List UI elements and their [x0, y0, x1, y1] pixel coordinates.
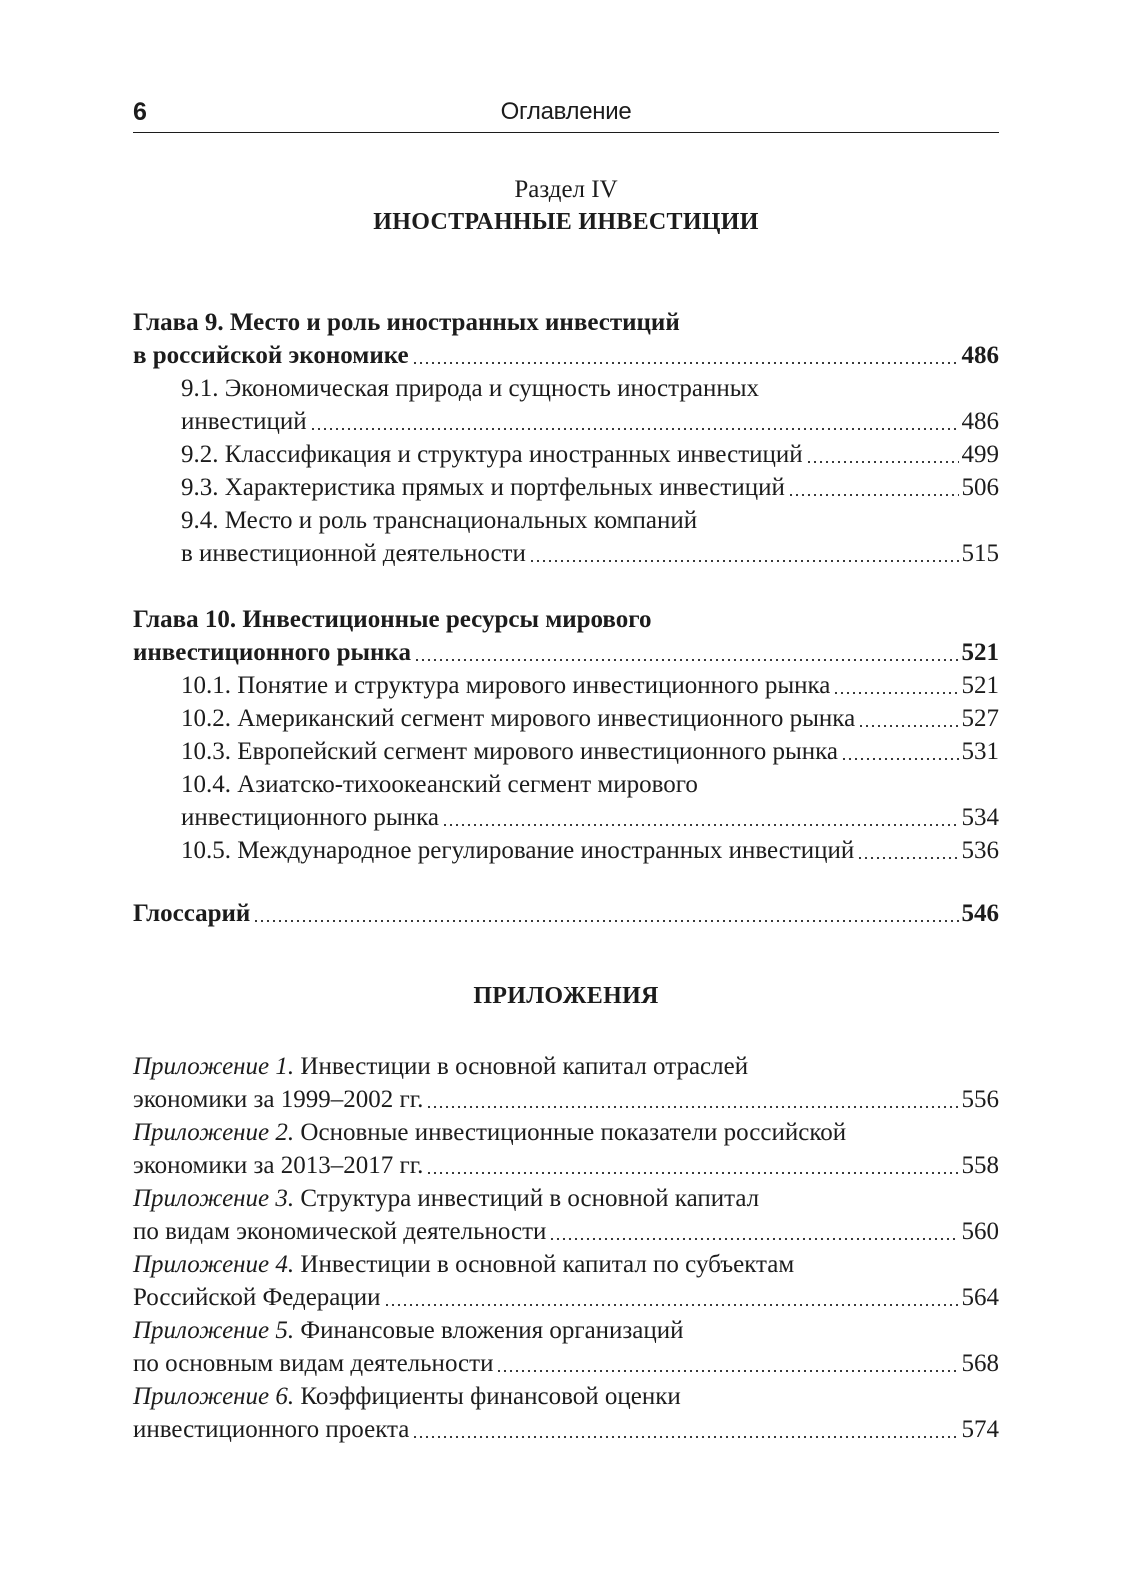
dot-leader [412, 1435, 958, 1439]
appendix-title-line: инвестиционного проекта [133, 1416, 410, 1443]
subsection-title-line: 10.1. Понятие и структура мирового инвестиционного рынка [181, 672, 831, 699]
dot-leader [806, 460, 959, 464]
dot-leader [833, 691, 958, 695]
appendix-label: Приложение 2. [133, 1119, 295, 1146]
subsection-title-line: 10.2. Американский сегмент мирового инвестиционного рынка [181, 705, 856, 732]
appendix-label: Приложение 3. [133, 1185, 295, 1212]
toc-appendix-2[interactable] [133, 1116, 999, 1182]
appendices-heading: ПРИЛОЖЕНИЯ [473, 983, 659, 1009]
appendix-title-line: Инвестиции в основной капитал отраслей [294, 1053, 749, 1080]
subsection-title-line: 9.4. Место и роль транснациональных компаний [181, 507, 698, 534]
running-header [133, 92, 999, 133]
dot-leader [496, 1369, 958, 1373]
appendix-title-line: Российской Федерации [133, 1284, 381, 1311]
table-of-contents [133, 306, 999, 930]
appendix-list [133, 1050, 999, 1446]
section-title: ИНОСТРАННЫЕ ИНВЕСТИЦИИ [373, 209, 759, 235]
dot-leader [412, 361, 959, 365]
dot-leader [442, 823, 959, 827]
running-title: Оглавление [500, 98, 632, 125]
page-ref: 506 [961, 474, 999, 501]
toc-chapter-10[interactable] [133, 603, 999, 669]
dot-leader [384, 1303, 959, 1307]
glossary-label: Глоссарий [133, 900, 251, 927]
toc-appendix-4[interactable] [133, 1248, 999, 1314]
appendix-title-line: по видам экономической деятельности [133, 1218, 547, 1245]
toc-chapter-9[interactable] [133, 306, 999, 372]
subsection-title-line: 10.5. Международное регулирование иностранных инвестиций [181, 837, 855, 864]
subsection-title-line: инвестиционного рынка [181, 804, 439, 831]
toc-appendix-6[interactable] [133, 1380, 999, 1446]
dot-leader [858, 724, 958, 728]
page-ref: 515 [961, 540, 999, 567]
appendix-title-line: экономики за 2013–2017 гг. [133, 1152, 424, 1179]
page-ref: 534 [961, 804, 999, 831]
chapter-title-line: инвестиционного рынка [133, 639, 411, 666]
subsection-title-line: 10.3. Европейский сегмент мирового инвестиционного рынка [181, 738, 839, 765]
toc-appendix-1[interactable] [133, 1050, 999, 1116]
dot-leader [253, 919, 958, 923]
page-ref: 556 [961, 1086, 999, 1113]
dot-leader [414, 658, 959, 662]
appendix-title-line: Финансовые вложения организаций [294, 1317, 684, 1344]
page-ref: 560 [961, 1218, 999, 1245]
subsection-title-line: 10.4. Азиатско-тихоокеанский сегмент мирового [181, 771, 698, 798]
appendix-title-line: Коэффициенты финансовой оценки [294, 1383, 681, 1410]
page-ref: 536 [961, 837, 999, 864]
dot-leader [426, 1171, 958, 1175]
page-ref: 531 [961, 738, 999, 765]
subsection-title-line: 9.2. Классификация и структура иностранных инвестиций [181, 441, 803, 468]
dot-leader [841, 757, 958, 761]
appendix-label: Приложение 1. [133, 1053, 295, 1080]
appendix-title-line: Основные инвестиционные показатели российской [294, 1119, 847, 1146]
appendix-label: Приложение 4. [133, 1251, 295, 1278]
subsection-title-line: 9.3. Характеристика прямых и портфельных инвестиций [181, 474, 785, 501]
toc-subsection-10-4[interactable] [133, 768, 999, 834]
subsection-title-line: инвестиций [181, 408, 307, 435]
toc-glossary[interactable] [133, 897, 999, 930]
dot-leader [426, 1105, 958, 1109]
page-ref: 558 [961, 1152, 999, 1179]
toc-appendix-3[interactable] [133, 1182, 999, 1248]
page-ref: 564 [961, 1284, 999, 1311]
appendix-label: Приложение 5. [133, 1317, 295, 1344]
chapter-title-line: Глава 9. Место и роль иностранных инвестиций [133, 309, 680, 336]
appendix-label: Приложение 6. [133, 1383, 295, 1410]
dot-leader [529, 559, 959, 563]
page-ref: 499 [961, 441, 999, 468]
dot-leader [788, 493, 959, 497]
subsection-title-line: в инвестиционной деятельности [181, 540, 526, 567]
appendix-title-line: экономики за 1999–2002 гг. [133, 1086, 424, 1113]
chapter-title-line: в российской экономике [133, 342, 409, 369]
page-ref: 521 [961, 639, 999, 666]
toc-subsection-9-4[interactable] [133, 504, 999, 570]
toc-subsection-9-3[interactable] [133, 471, 999, 504]
appendix-title-line: Инвестиции в основной капитал по субъектам [294, 1251, 795, 1278]
page-number: 6 [133, 98, 147, 126]
toc-subsection-10-2[interactable] [133, 702, 999, 735]
subsection-title-line: 9.1. Экономическая природа и сущность иностранных [181, 375, 760, 402]
page-ref: 521 [961, 672, 999, 699]
toc-subsection-9-2[interactable] [133, 438, 999, 471]
page-ref: 546 [961, 900, 999, 927]
dot-leader [857, 856, 958, 860]
page-ref: 486 [961, 342, 999, 369]
page-ref: 568 [961, 1350, 999, 1377]
toc-subsection-10-5[interactable] [133, 834, 999, 867]
appendix-title-line: по основным видам деятельности [133, 1350, 494, 1377]
page-ref: 486 [961, 408, 999, 435]
page-ref: 574 [961, 1416, 999, 1443]
toc-appendix-5[interactable] [133, 1314, 999, 1380]
dot-leader [549, 1237, 958, 1241]
toc-subsection-9-1[interactable] [133, 372, 999, 438]
toc-subsection-10-1[interactable] [133, 669, 999, 702]
appendix-title-line: Структура инвестиций в основной капитал [294, 1185, 760, 1212]
page-ref: 527 [961, 705, 999, 732]
toc-subsection-10-3[interactable] [133, 735, 999, 768]
chapter-title-line: Глава 10. Инвестиционные ресурсы мирового [133, 606, 652, 633]
section-label: Раздел IV [514, 176, 618, 203]
dot-leader [310, 427, 959, 431]
